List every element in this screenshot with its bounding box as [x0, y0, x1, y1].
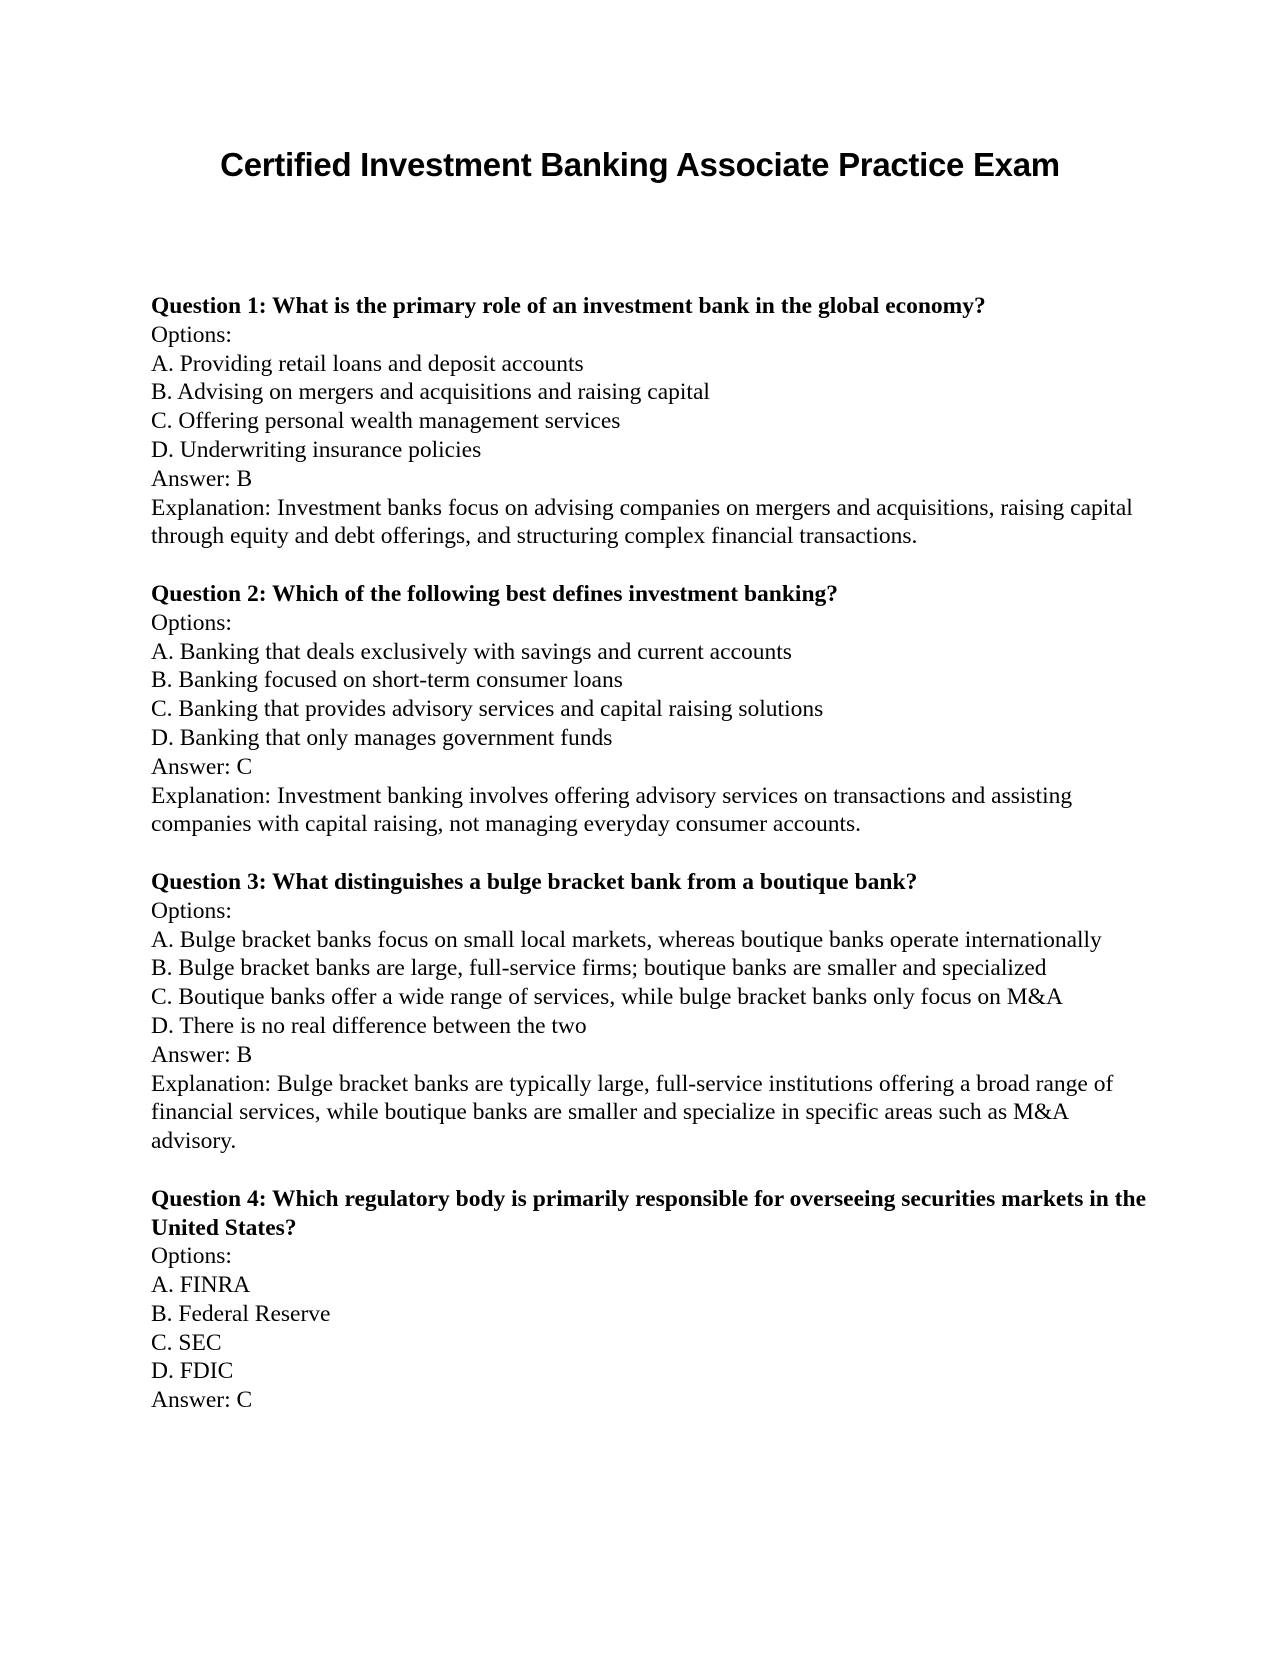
option-d: D. FDIC [151, 1358, 234, 1385]
question-block-3 [151, 868, 1151, 1156]
option-c: C. Banking that provides advisory services and capital raising solutions [151, 696, 824, 723]
options-label: Options: [151, 321, 232, 348]
option-b: B. Banking focused on short-term consumer loans [151, 667, 623, 694]
option-d: D. There is no real difference between the two [151, 1012, 587, 1039]
explanation-text: Explanation: Investment banks focus on advising companies on mergers and acquisitions, raising capital through equity and debt offerings, and structuring complex financial transactions. [151, 494, 1133, 550]
question-text: Question 3: What distinguishes a bulge bracket bank from a boutique bank? [151, 868, 918, 895]
explanation-text: Explanation: Bulge bracket banks are typically large, full-service institutions offering a broad range of financial services, while boutique banks are smaller and specialize in specific areas such as M&A advisory. [151, 1070, 1114, 1155]
options-label: Options: [151, 897, 232, 924]
page-title: Certified Investment Banking Associate Practice Exam [220, 146, 1060, 183]
option-d: D. Underwriting insurance policies [151, 436, 482, 463]
option-a: A. Bulge bracket banks focus on small local markets, whereas boutique banks operate internationally [151, 926, 1102, 953]
answer-text: Answer: B [151, 1041, 253, 1068]
question-block-2 [151, 580, 1151, 839]
question-text: Question 4: Which regulatory body is primarily responsible for overseeing securities markets in the United States? [151, 1185, 1147, 1241]
option-b: B. Federal Reserve [151, 1300, 331, 1327]
question-text: Question 1: What is the primary role of an investment bank in the global economy? [151, 293, 986, 319]
options-label: Options: [151, 1243, 232, 1270]
option-b: B. Advising on mergers and acquisitions and raising capital [151, 379, 710, 406]
option-d: D. Banking that only manages government funds [151, 724, 613, 751]
option-c: C. SEC [151, 1329, 222, 1356]
answer-text: Answer: C [151, 1387, 253, 1414]
option-b: B. Bulge bracket banks are large, full-service firms; boutique banks are smaller and specialized [151, 955, 1047, 982]
explanation-text: Explanation: Investment banking involves offering advisory services on transactions and assisting companies with capital raising, not managing everyday consumer accounts. [151, 782, 1073, 838]
option-a: A. Providing retail loans and deposit accounts [151, 350, 584, 377]
options-label: Options: [151, 609, 232, 636]
question-block-1 [151, 292, 1151, 551]
option-c: C. Boutique banks offer a wide range of services, while bulge bracket banks only focus on M&A [151, 984, 1063, 1011]
question-text: Question 2: Which of the following best defines investment banking? [151, 580, 839, 607]
question-block-4 [151, 1185, 1151, 1415]
answer-text: Answer: B [151, 465, 253, 492]
option-a: A. FINRA [151, 1272, 251, 1299]
option-c: C. Offering personal wealth management services [151, 408, 621, 435]
question-list [151, 292, 1151, 1444]
answer-text: Answer: C [151, 753, 253, 780]
option-a: A. Banking that deals exclusively with savings and current accounts [151, 638, 792, 665]
